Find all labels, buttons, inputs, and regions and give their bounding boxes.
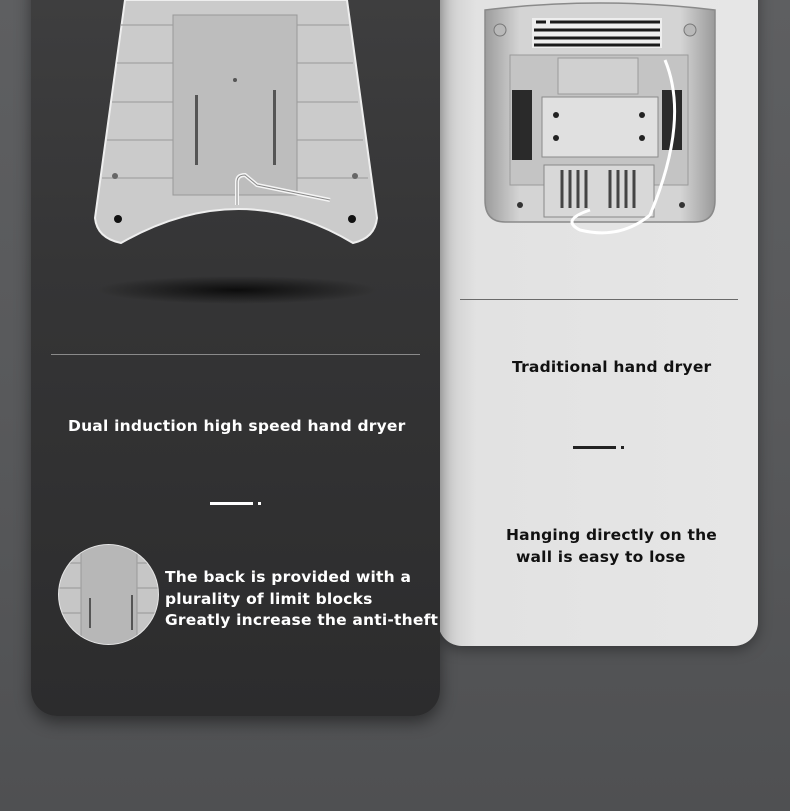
left-feature-line2: plurality of limit blocks <box>165 590 373 608</box>
left-dash-dot <box>258 502 261 505</box>
left-panel-title: Dual induction high speed hand dryer <box>68 417 406 435</box>
right-dash <box>573 446 616 449</box>
right-panel-title: Traditional hand dryer <box>512 358 712 376</box>
left-feature-line3: Greatly increase the anti-theft <box>165 611 439 629</box>
left-feature-line1: The back is provided with a <box>165 568 412 586</box>
dual-dryer-back-image <box>85 0 385 310</box>
right-note-line2: wall is easy to lose <box>516 548 686 566</box>
traditional-dryer-image <box>470 0 730 245</box>
right-note-line1: Hanging directly on the <box>506 526 718 544</box>
left-dash <box>210 502 253 505</box>
right-dash-dot <box>621 446 624 449</box>
right-divider <box>460 299 738 300</box>
back-plate-detail-thumbnail <box>57 543 160 646</box>
left-divider <box>51 354 420 355</box>
